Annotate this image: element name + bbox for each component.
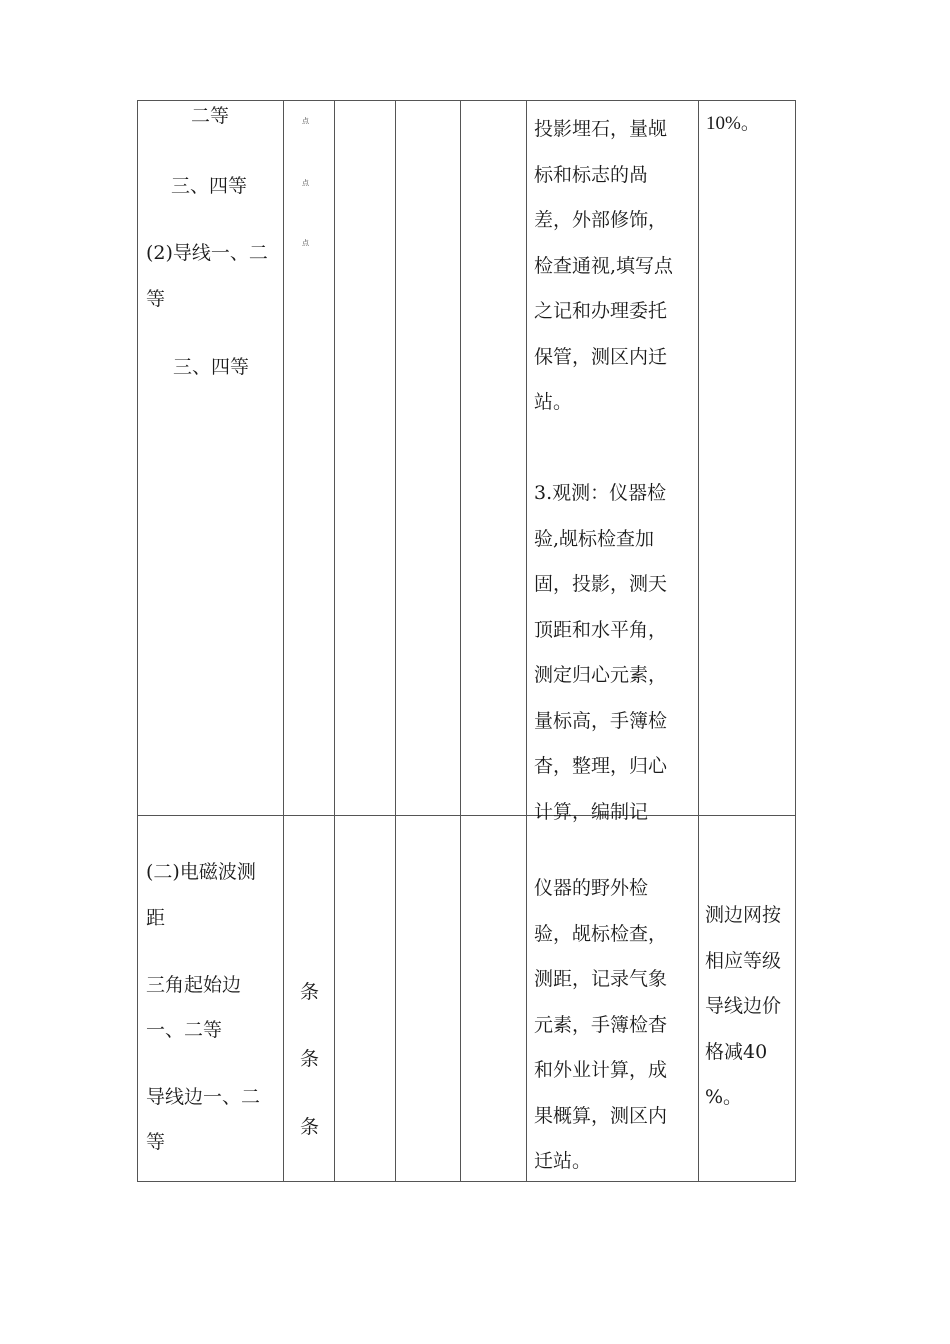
note	[705, 893, 781, 1121]
unit-mark: 点	[302, 179, 309, 187]
column-divider	[698, 101, 699, 1181]
content-line: 测距，记录气象	[534, 968, 668, 990]
unit-mark: 点	[302, 117, 309, 125]
content-line: 验，觇标检查，	[534, 922, 668, 945]
note-line: %。	[705, 1086, 743, 1108]
column-divider	[460, 101, 461, 1181]
unit-label: 条	[300, 981, 320, 1003]
content-line: 标和标志的咼	[534, 163, 649, 186]
content-line: 仪器的野外检	[534, 877, 649, 899]
content-line: 验,觇标检查加	[534, 527, 655, 550]
content-line: 量标高，手簿检	[534, 709, 668, 732]
item-title-line-1: (二)电磁波测	[146, 861, 256, 883]
content-line: 果概算，测区内	[534, 1104, 668, 1127]
work-content	[534, 107, 673, 835]
note-line: 格减40	[705, 1040, 768, 1063]
unit-label: 条	[300, 1116, 320, 1138]
item-title-line-2: 距	[146, 907, 166, 929]
content-line: 投影埋石，量觇	[534, 118, 668, 140]
item-traverse-line-2: 等	[146, 288, 166, 310]
content-line: 测定归心元素，	[534, 664, 668, 686]
item-triangle-line-2: 一、二等	[146, 1019, 223, 1041]
column-divider	[334, 101, 335, 1181]
item-traverse-edge-line-1: 导线边一、二	[146, 1086, 261, 1108]
column-divider	[526, 101, 527, 1181]
note: 10%。	[706, 113, 760, 134]
unit-mark: 点	[302, 239, 309, 247]
column-divider	[395, 101, 396, 1181]
note-line: 测边网按	[705, 904, 782, 926]
item-second-grade: 二等	[191, 105, 230, 127]
note-line: 相应等级	[705, 949, 782, 972]
content-line: 计算，编制记	[534, 800, 649, 823]
content-line: 3.观测：仪器检	[534, 482, 667, 504]
unit-label: 条	[300, 1048, 320, 1070]
work-content	[534, 866, 667, 1185]
content-line: 检查通视,填写点	[534, 254, 674, 277]
content-line: 差，外部修饰，	[534, 209, 668, 231]
row-divider	[138, 815, 795, 816]
column-divider	[283, 101, 284, 1181]
content-line: 元素，手簿检杳	[534, 1013, 668, 1036]
item-triangle-line-1: 三角起始边	[146, 974, 242, 996]
content-line: 顶距和水平角，	[534, 618, 668, 641]
item-third-fourth-grade: 三、四等	[171, 175, 248, 197]
item-traverse-edge-line-2: 等	[146, 1131, 166, 1153]
content-line: 固，投影，测天	[534, 573, 668, 595]
item-third-fourth-grade: 三、四等	[173, 356, 250, 378]
pricing-table	[137, 100, 796, 1182]
item-traverse-line-1: (2)导线一、二	[146, 242, 268, 264]
content-line: 杳，整理，归心	[534, 755, 668, 777]
content-line: 之记和办理委托	[534, 300, 668, 322]
content-line: 保管，测区内迁	[534, 345, 668, 368]
note-line: 导线边价	[705, 995, 782, 1017]
content-line: 和外业计算，成	[534, 1059, 668, 1081]
content-line	[534, 426, 673, 472]
content-line: 迁站。	[534, 1150, 592, 1172]
content-line: 站。	[534, 391, 573, 413]
